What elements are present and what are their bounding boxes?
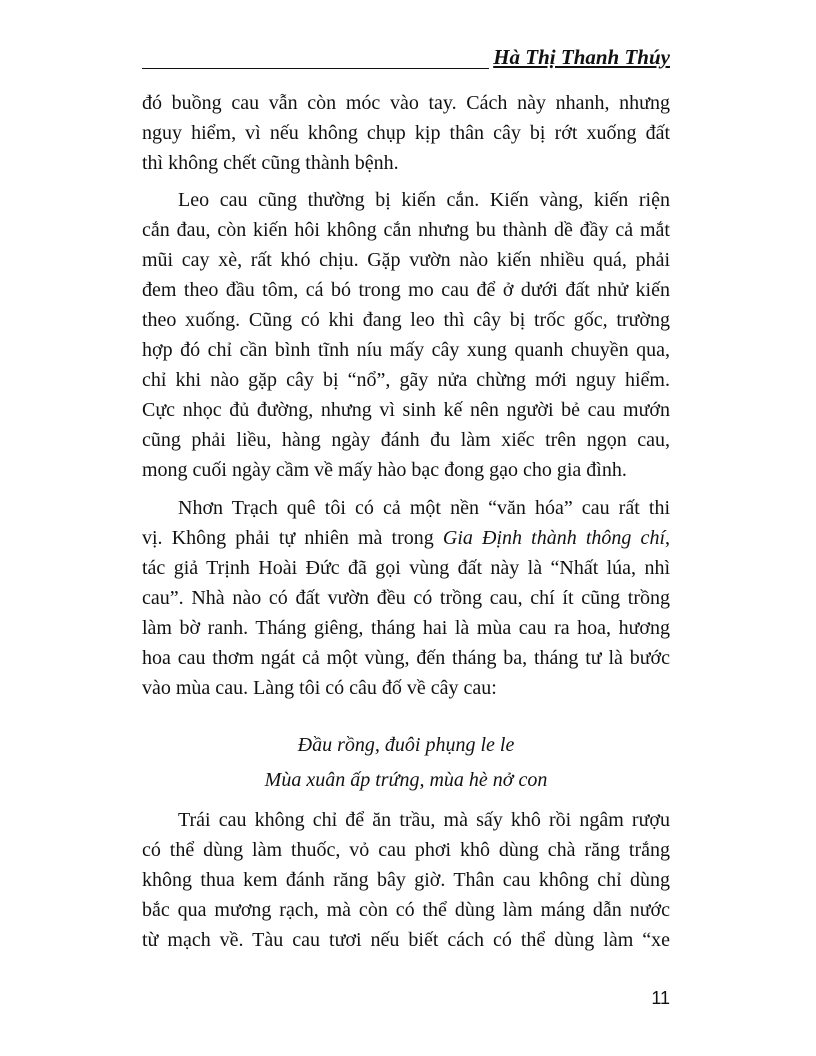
running-header — [142, 44, 670, 69]
paragraph-1 — [142, 88, 670, 178]
text-segment: vị. Không phải tự nhiên mà trong — [142, 527, 443, 549]
text-line: đó buồng cau vẫn còn móc vào tay. Cách này nhanh, nhưng — [142, 92, 670, 114]
text-line: cắn đau, còn kiến hôi không cắn nhưng bu thành dề đầy cả mắt — [142, 219, 670, 241]
page-number: 11 — [651, 988, 670, 1008]
text-line: chỉ khi nào gặp cây bị “nổ”, gãy nửa chừng mới nguy hiểm. — [142, 369, 670, 391]
text-line: có thể dùng làm thuốc, vỏ cau phơi khô dùng chà răng trắng — [142, 839, 670, 861]
text-line: làm bờ ranh. Tháng giêng, tháng hai là mùa cau ra hoa, hương — [142, 617, 670, 639]
text-line: mũi cay xè, rất khó chịu. Gặp vườn nào kiến nhiều quá, phải — [142, 249, 670, 271]
header-author: Hà Thị Thanh Thúy — [489, 45, 670, 70]
text-line: cau”. Nhà nào có đất vườn đều có trồng cau, chí ít cũng trồng — [142, 587, 670, 609]
verse-line-2: Mùa xuân ấp trứng, mùa hè nở con — [264, 769, 548, 791]
text-line: hoa cau thơm ngát cả một vùng, đến tháng ba, tháng tư là bước — [142, 647, 670, 669]
text-segment: , — [665, 527, 670, 549]
text-line: Trái cau không chỉ để ăn trầu, mà sấy khô rồi ngâm rượu — [178, 809, 670, 831]
paragraph-4 — [142, 805, 670, 955]
text-line: tác giả Trịnh Hoài Đức đã gọi vùng đất này là “Nhất lúa, nhì — [142, 557, 670, 579]
verse-line-1: Đầu rồng, đuôi phụng le le — [297, 734, 515, 756]
text-line — [142, 523, 670, 553]
book-title: Gia Định thành thông chí — [442, 527, 665, 549]
paragraph-2 — [142, 185, 670, 485]
text-line: nguy hiểm, vì nếu không chụp kịp thân cây bị rớt xuống đất — [142, 122, 670, 144]
text-line: mong cuối ngày cầm về mấy hào bạc đong gạo cho gia đình. — [142, 459, 627, 481]
paragraph-3 — [142, 493, 670, 703]
text-line: Nhơn Trạch quê tôi có cả một nền “văn hóa” cau rất thi — [178, 497, 670, 519]
text-line: Cực nhọc đủ đường, nhưng vì sinh kế nên người bẻ cau mướn — [142, 399, 670, 421]
text-line: Leo cau cũng thường bị kiến cắn. Kiến vàng, kiến riện — [178, 189, 670, 211]
text-line: đem theo đầu tôm, cá bó trong mo cau để ở dưới đất nhử kiến — [142, 279, 670, 301]
text-line: bắc qua mương rạch, mà còn có thể dùng làm máng dẫn nước — [142, 899, 670, 921]
text-line: thì không chết cũng thành bệnh. — [142, 152, 399, 174]
text-line: từ mạch về. Tàu cau tươi nếu biết cách có thể dùng làm “xe — [142, 929, 670, 951]
text-line: cũng phải liều, hàng ngày đánh đu làm xiếc trên ngọn cau, — [142, 429, 670, 451]
text-line: hợp đó chỉ cần bình tĩnh níu mấy cây xung quanh chuyền qua, — [142, 339, 670, 361]
text-line: không thua kem đánh răng bây giờ. Thân cau không chỉ dùng — [142, 869, 670, 891]
text-line: theo xuống. Cũng có khi đang leo thì cây bị trốc gốc, trường — [142, 309, 670, 331]
text-line: vào mùa cau. Làng tôi có câu đố về cây cau: — [142, 677, 497, 699]
